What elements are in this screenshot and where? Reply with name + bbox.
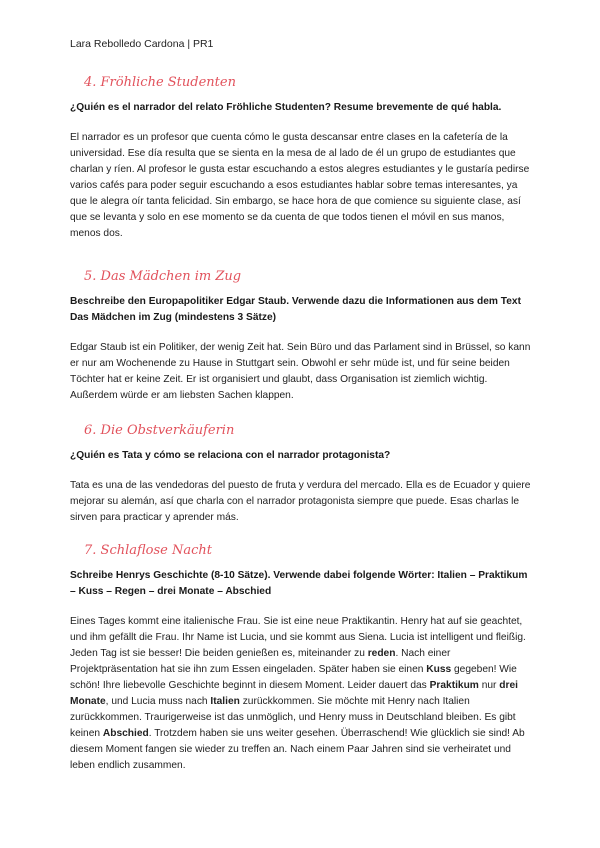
- keyword-abschied: Abschied: [102, 728, 149, 739]
- section-question: ¿Quién es Tata y cómo se relaciona con el narrador protagonista?: [70, 450, 391, 461]
- answer-text: . Trotzdem haben sie uns weiter gesehen. Überraschend! Wie glücklich sie sind! Ab diesem Moment fangen sie wieder zu treffen an. Nach einem Paar Jahren sind sie verheiratet und leben endlich zusammen.: [70, 728, 525, 771]
- answer-text: gegeben! Wie schön! Ihre liebevolle Geschichte beginnt in diesem Moment. Leider dauert das: [70, 664, 517, 691]
- answer-text: . Nach einer Projektpräsentation hat sie ihn zum Essen eingeladen. Später haben sie einen: [70, 648, 451, 675]
- section-5: [70, 268, 532, 404]
- answer-text: nur: [478, 680, 500, 691]
- section-4: [70, 74, 532, 242]
- keyword-drei-monate: drei Monate: [70, 680, 518, 707]
- section-answer: [70, 614, 532, 774]
- answer-text: zurückkommen. Sie möchte mit Henry nach Italien zurückkommen. Traurigerweise ist das unmöglich, und Henry muss in Deutschland bleiben. Es gibt keinen: [70, 696, 516, 739]
- section-heading: 5. Das Mädchen im Zug: [84, 269, 242, 284]
- section-question: Beschreibe den Europapolitiker Edgar Staub. Verwende dazu die Informationen aus dem Text Das Mädchen im Zug (mindestens 3 Sätze): [70, 296, 521, 323]
- answer-text: Eines Tages kommt eine italienische Frau. Sie ist eine neue Praktikantin. Henry hat auf sie geachtet, und ihm gefällt die Frau. Ihr Name ist Lucia, und sie kommt aus Siena. Lucia ist intelligent und fleißig. Jeden Tag ist sie besser! Die beiden genießen es, miteinander zu: [70, 616, 526, 659]
- section-answer: Tata es una de las vendedoras del puesto de fruta y verdura del mercado. Ella es de Ecuador y quiere mejorar su alemán, así que charla con el narrador protagonista siempre que puede. Esas charlas le sirven para practicar y aprender más.: [70, 480, 531, 523]
- page-header: Lara Rebolledo Cardona | PR1: [70, 38, 214, 50]
- keyword-italien: Italien: [210, 696, 240, 707]
- section-question: Schreibe Henrys Geschichte (8-10 Sätze). Verwende dabei folgende Wörter: Italien – Praktikum – Kuss – Regen – drei Monate – Abschied: [70, 570, 528, 597]
- keyword-praktikum: Praktikum: [429, 680, 479, 691]
- keyword-reden: reden: [367, 648, 396, 659]
- section-question: ¿Quién es el narrador del relato Fröhliche Studenten? Resume brevemente de qué habla.: [70, 102, 502, 113]
- section-answer: Edgar Staub ist ein Politiker, der wenig Zeit hat. Sein Büro und das Parlament sind in Brüssel, so kann er nur am Wochenende zu Hause in Stuttgart sein. Obwohl er sehr müde ist, und für seine beiden Töchter hat er keine Zeit. Er ist organisiert und glaubt, dass Organisation ist ziemlich wichtig. Außerdem würde er am liebsten Sachen klappen.: [70, 342, 531, 401]
- section-heading: 6. Die Obstverkäuferin: [84, 423, 235, 438]
- section-7: [70, 542, 532, 774]
- answer-text: , und Lucia muss nach: [105, 696, 211, 707]
- section-answer: El narrador es un profesor que cuenta cómo le gusta descansar entre clases en la cafetería de la universidad. Ese día resulta que se sienta en la mesa de al lado de él un grupo de estudiantes que charlan y ríen. Al profesor le gusta estar escuchando a estos alegres estudiantes y le gustaría pedirse varios cafés para poder seguir escuchando a esos estudiantes hablar sobre temas interesantes, ya que le alegra oír tanta felicidad. Sin embargo, se hace hora de que comience su siguiente clase, así que se levanta y solo en ese momento se da cuenta de que todos tienen el móvil en sus manos, menos dos.: [70, 132, 530, 239]
- section-heading: 7. Schlaflose Nacht: [84, 543, 213, 558]
- section-6: [70, 422, 532, 526]
- keyword-kuss: Kuss: [426, 664, 452, 675]
- section-heading: 4. Fröhliche Studenten: [84, 75, 236, 90]
